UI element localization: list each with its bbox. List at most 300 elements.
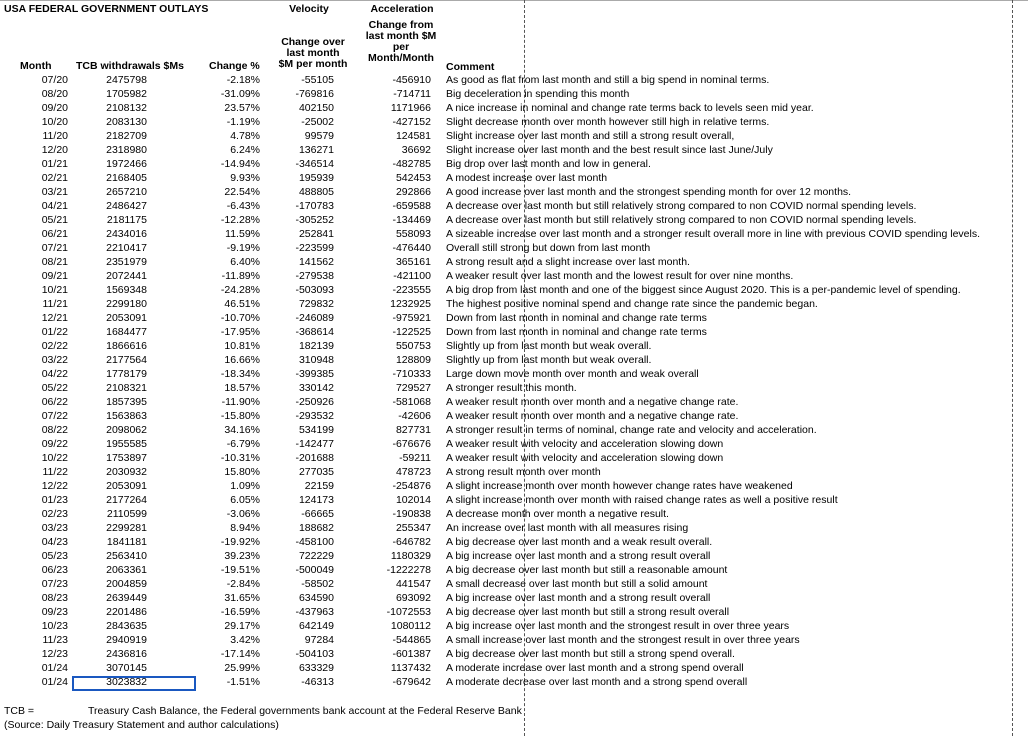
- table-row[interactable]: [0, 325, 1028, 339]
- velocity-cell[interactable]: 488805: [298, 186, 334, 198]
- comment-cell[interactable]: A big decrease over last month but still a strong result overall: [446, 606, 730, 618]
- change-cell[interactable]: 29.17%: [224, 620, 260, 632]
- comment-cell[interactable]: A big decrease over last month and a weak result overall.: [446, 536, 713, 548]
- comment-cell[interactable]: A modest increase over last month: [446, 172, 608, 184]
- tcb-cell[interactable]: 2843635: [106, 620, 147, 632]
- month-cell[interactable]: 01/24: [41, 662, 68, 674]
- table-row[interactable]: [0, 367, 1028, 381]
- month-cell[interactable]: 04/23: [41, 536, 68, 548]
- change-cell[interactable]: -17.14%: [220, 648, 260, 660]
- acceleration-cell[interactable]: -223555: [392, 284, 431, 296]
- change-cell[interactable]: -1.51%: [226, 676, 260, 688]
- velocity-cell[interactable]: -142477: [295, 438, 334, 450]
- comment-cell[interactable]: Slightly up from last month but weak overall.: [446, 354, 652, 366]
- velocity-cell[interactable]: 277035: [298, 466, 334, 478]
- month-cell[interactable]: 06/22: [41, 396, 68, 408]
- tcb-cell[interactable]: 2486427: [106, 200, 147, 212]
- table-row[interactable]: [0, 129, 1028, 143]
- month-cell[interactable]: 01/21: [41, 158, 68, 170]
- acceleration-cell[interactable]: 1180329: [390, 550, 431, 562]
- change-cell[interactable]: -19.92%: [220, 536, 260, 548]
- month-cell[interactable]: 10/21: [41, 284, 68, 296]
- velocity-cell[interactable]: 97284: [304, 634, 334, 646]
- tcb-cell[interactable]: 2177564: [106, 354, 147, 366]
- change-cell[interactable]: 31.65%: [224, 592, 260, 604]
- month-cell[interactable]: 04/22: [41, 368, 68, 380]
- month-cell[interactable]: 07/21: [41, 242, 68, 254]
- change-cell[interactable]: -6.43%: [226, 200, 260, 212]
- tcb-cell[interactable]: 1684477: [106, 326, 147, 338]
- table-row[interactable]: [0, 143, 1028, 157]
- acceleration-cell[interactable]: -122525: [392, 326, 431, 338]
- tcb-cell[interactable]: 2639449: [106, 592, 147, 604]
- acceleration-cell[interactable]: 36692: [401, 144, 431, 156]
- comment-cell[interactable]: Big drop over last month and low in general.: [446, 158, 651, 170]
- change-cell[interactable]: 39.23%: [224, 550, 260, 562]
- comment-cell[interactable]: Slight decrease month over month however still high in relative terms.: [446, 116, 770, 128]
- month-cell[interactable]: 08/23: [41, 592, 68, 604]
- velocity-cell[interactable]: -55105: [301, 74, 334, 86]
- table-row[interactable]: [0, 437, 1028, 451]
- table-row[interactable]: [0, 339, 1028, 353]
- acceleration-cell[interactable]: -581068: [392, 396, 431, 408]
- table-row[interactable]: [0, 171, 1028, 185]
- table-row[interactable]: [0, 381, 1028, 395]
- month-cell[interactable]: 01/23: [41, 494, 68, 506]
- month-cell[interactable]: 03/23: [41, 522, 68, 534]
- month-cell[interactable]: 05/21: [41, 214, 68, 226]
- velocity-cell[interactable]: -500049: [295, 564, 334, 576]
- tcb-cell[interactable]: 2210417: [106, 242, 147, 254]
- comment-cell[interactable]: Down from last month in nominal and change rate terms: [446, 312, 707, 324]
- comment-cell[interactable]: A good increase over last month and the strongest spending month for over 12 months.: [446, 186, 852, 198]
- month-cell[interactable]: 10/22: [41, 452, 68, 464]
- velocity-cell[interactable]: 634590: [298, 592, 334, 604]
- comment-cell[interactable]: A nice increase in nominal and change rate terms back to levels seen mid year.: [446, 102, 814, 114]
- acceleration-cell[interactable]: 1080112: [390, 620, 431, 632]
- velocity-cell[interactable]: -368614: [295, 326, 334, 338]
- acceleration-cell[interactable]: -1222278: [386, 564, 431, 576]
- change-cell[interactable]: -31.09%: [220, 88, 260, 100]
- table-row[interactable]: [0, 549, 1028, 563]
- change-cell[interactable]: -2.18%: [226, 74, 260, 86]
- table-row[interactable]: [0, 577, 1028, 591]
- month-cell[interactable]: 11/21: [42, 298, 68, 310]
- table-row[interactable]: [0, 395, 1028, 409]
- tcb-cell[interactable]: 1569348: [106, 284, 147, 296]
- month-cell[interactable]: 08/21: [41, 256, 68, 268]
- table-row[interactable]: [0, 227, 1028, 241]
- tcb-cell[interactable]: 2072441: [106, 270, 147, 282]
- change-cell[interactable]: -16.59%: [220, 606, 260, 618]
- change-cell[interactable]: 8.94%: [230, 522, 260, 534]
- acceleration-cell[interactable]: -1072553: [386, 606, 431, 618]
- velocity-cell[interactable]: 633329: [298, 662, 334, 674]
- change-cell[interactable]: 22.54%: [224, 186, 260, 198]
- month-cell[interactable]: 10/20: [41, 116, 68, 128]
- acceleration-cell[interactable]: 1137432: [390, 662, 431, 674]
- month-cell[interactable]: 05/23: [41, 550, 68, 562]
- velocity-cell[interactable]: 182139: [298, 340, 334, 352]
- comment-cell[interactable]: A small decrease over last month but still a solid amount: [446, 578, 708, 590]
- change-cell[interactable]: 34.16%: [224, 424, 260, 436]
- tcb-cell[interactable]: 1705982: [106, 88, 147, 100]
- acceleration-cell[interactable]: 365161: [395, 256, 431, 268]
- month-cell[interactable]: 04/21: [41, 200, 68, 212]
- comment-cell[interactable]: A weaker result month over month and a negative change rate.: [446, 410, 739, 422]
- velocity-cell[interactable]: -25002: [301, 116, 334, 128]
- change-cell[interactable]: 1.09%: [230, 480, 260, 492]
- velocity-cell[interactable]: 642149: [298, 620, 334, 632]
- month-cell[interactable]: 01/22: [41, 326, 68, 338]
- acceleration-cell[interactable]: -134469: [392, 214, 431, 226]
- month-cell[interactable]: 09/22: [41, 438, 68, 450]
- tcb-cell[interactable]: 3023832: [106, 676, 147, 688]
- comment-cell[interactable]: A moderate decrease over last month and a strong spend overall: [446, 676, 748, 688]
- comment-cell[interactable]: Slight increase over last month and the best result since last June/July: [446, 144, 773, 156]
- change-cell[interactable]: 9.93%: [230, 172, 260, 184]
- velocity-cell[interactable]: -246089: [295, 312, 334, 324]
- comment-cell[interactable]: A moderate increase over last month and a strong spend overall: [446, 662, 744, 674]
- tcb-cell[interactable]: 2182709: [106, 130, 147, 142]
- tcb-cell[interactable]: 2434016: [106, 228, 147, 240]
- acceleration-cell[interactable]: 550753: [395, 340, 431, 352]
- comment-cell[interactable]: A decrease month over month a negative result.: [446, 508, 669, 520]
- velocity-cell[interactable]: -293532: [295, 410, 334, 422]
- tcb-cell[interactable]: 2436816: [106, 648, 147, 660]
- tcb-cell[interactable]: 2475798: [106, 74, 147, 86]
- month-cell[interactable]: 06/21: [41, 228, 68, 240]
- month-cell[interactable]: 12/21: [41, 312, 68, 324]
- month-cell[interactable]: 10/23: [41, 620, 68, 632]
- tcb-cell[interactable]: 2053091: [106, 480, 147, 492]
- table-row[interactable]: [0, 353, 1028, 367]
- acceleration-cell[interactable]: -59211: [399, 452, 431, 464]
- velocity-cell[interactable]: 141562: [298, 256, 334, 268]
- acceleration-cell[interactable]: -190838: [392, 508, 431, 520]
- velocity-cell[interactable]: 310948: [298, 354, 334, 366]
- velocity-cell[interactable]: 252841: [298, 228, 334, 240]
- comment-cell[interactable]: A strong result month over month: [446, 466, 601, 478]
- tcb-cell[interactable]: 2063361: [106, 564, 147, 576]
- change-cell[interactable]: 15.80%: [224, 466, 260, 478]
- comment-cell[interactable]: A decrease over last month but still relatively strong compared to non COVID normal spending levels.: [446, 214, 917, 226]
- acceleration-cell[interactable]: -714711: [393, 88, 431, 100]
- change-cell[interactable]: 23.57%: [224, 102, 260, 114]
- tcb-cell[interactable]: 1753897: [106, 452, 147, 464]
- month-cell[interactable]: 12/20: [41, 144, 68, 156]
- tcb-cell[interactable]: 1972466: [106, 158, 147, 170]
- comment-cell[interactable]: A sizeable increase over last month and a stronger result overall more in line with previous COVID spending levels.: [446, 228, 981, 240]
- table-row[interactable]: [0, 87, 1028, 101]
- table-row[interactable]: [0, 535, 1028, 549]
- comment-cell[interactable]: A big drop from last month and one of the biggest since August 2020. This is a per-pandemic level of spending.: [446, 284, 961, 296]
- table-row[interactable]: [0, 507, 1028, 521]
- comment-cell[interactable]: As good as flat from last month and still a big spend in nominal terms.: [446, 74, 770, 86]
- velocity-cell[interactable]: 99579: [304, 130, 334, 142]
- tcb-cell[interactable]: 2299180: [106, 298, 147, 310]
- tcb-cell[interactable]: 2098062: [106, 424, 147, 436]
- velocity-cell[interactable]: -46313: [301, 676, 334, 688]
- table-row[interactable]: [0, 493, 1028, 507]
- comment-cell[interactable]: A weaker result over last month and the lowest result for over nine months.: [446, 270, 794, 282]
- change-cell[interactable]: 25.99%: [224, 662, 260, 674]
- table-row[interactable]: [0, 241, 1028, 255]
- comment-cell[interactable]: A decrease over last month but still relatively strong compared to non COVID normal spending levels.: [446, 200, 917, 212]
- acceleration-cell[interactable]: 441547: [395, 578, 431, 590]
- velocity-cell[interactable]: -279538: [295, 270, 334, 282]
- tcb-cell[interactable]: 2940919: [106, 634, 147, 646]
- tcb-cell[interactable]: 2177264: [106, 494, 147, 506]
- tcb-cell[interactable]: 2563410: [106, 550, 147, 562]
- velocity-cell[interactable]: -170783: [295, 200, 334, 212]
- table-row[interactable]: [0, 213, 1028, 227]
- acceleration-cell[interactable]: -975921: [392, 312, 431, 324]
- acceleration-cell[interactable]: -42606: [398, 410, 431, 422]
- velocity-cell[interactable]: -437963: [295, 606, 334, 618]
- month-cell[interactable]: 09/21: [41, 270, 68, 282]
- month-cell[interactable]: 09/20: [41, 102, 68, 114]
- tcb-cell[interactable]: 2053091: [106, 312, 147, 324]
- tcb-cell[interactable]: 1955585: [106, 438, 147, 450]
- month-cell[interactable]: 09/23: [41, 606, 68, 618]
- tcb-cell[interactable]: 1563863: [106, 410, 147, 422]
- acceleration-cell[interactable]: -659588: [392, 200, 431, 212]
- tcb-cell[interactable]: 2657210: [106, 186, 147, 198]
- comment-cell[interactable]: A big decrease over last month but still a reasonable amount: [446, 564, 728, 576]
- velocity-cell[interactable]: -223599: [295, 242, 334, 254]
- month-cell[interactable]: 07/20: [41, 74, 68, 86]
- tcb-cell[interactable]: 1857395: [106, 396, 147, 408]
- acceleration-cell[interactable]: 693092: [395, 592, 431, 604]
- velocity-cell[interactable]: 534199: [298, 424, 334, 436]
- acceleration-cell[interactable]: -421100: [393, 270, 431, 282]
- month-cell[interactable]: 02/21: [41, 172, 68, 184]
- table-row[interactable]: [0, 479, 1028, 493]
- month-cell[interactable]: 07/22: [41, 410, 68, 422]
- change-cell[interactable]: 6.40%: [230, 256, 260, 268]
- table-row[interactable]: [0, 311, 1028, 325]
- comment-cell[interactable]: A stronger result this month.: [446, 382, 577, 394]
- velocity-cell[interactable]: 22159: [304, 480, 334, 492]
- tcb-cell[interactable]: 2083130: [106, 116, 147, 128]
- table-row[interactable]: [0, 409, 1028, 423]
- change-cell[interactable]: -14.94%: [220, 158, 260, 170]
- acceleration-cell[interactable]: -254876: [392, 480, 431, 492]
- table-row[interactable]: [0, 451, 1028, 465]
- table-row[interactable]: [0, 255, 1028, 269]
- comment-cell[interactable]: Slightly up from last month but weak overall.: [446, 340, 652, 352]
- velocity-cell[interactable]: -458100: [295, 536, 334, 548]
- month-cell[interactable]: 03/22: [41, 354, 68, 366]
- tcb-cell[interactable]: 2108132: [106, 102, 147, 114]
- tcb-cell[interactable]: 2318980: [106, 144, 147, 156]
- velocity-cell[interactable]: -346514: [295, 158, 334, 170]
- acceleration-cell[interactable]: 102014: [395, 494, 431, 506]
- tcb-cell[interactable]: 1841181: [106, 536, 147, 548]
- comment-cell[interactable]: A weaker result with velocity and acceleration slowing down: [446, 438, 724, 450]
- acceleration-cell[interactable]: -679642: [392, 676, 431, 688]
- velocity-cell[interactable]: -503093: [295, 284, 334, 296]
- acceleration-cell[interactable]: 128809: [395, 354, 431, 366]
- change-cell[interactable]: -6.79%: [226, 438, 260, 450]
- velocity-cell[interactable]: 729832: [298, 298, 334, 310]
- change-cell[interactable]: -12.28%: [220, 214, 260, 226]
- change-cell[interactable]: -19.51%: [220, 564, 260, 576]
- acceleration-cell[interactable]: 827731: [395, 424, 431, 436]
- acceleration-cell[interactable]: 292866: [395, 186, 431, 198]
- comment-cell[interactable]: A slight increase month over month however change rates have weakened: [446, 480, 793, 492]
- comment-cell[interactable]: The highest positive nominal spend and change rate since the pandemic began.: [446, 298, 818, 310]
- tcb-cell[interactable]: 1778179: [106, 368, 147, 380]
- acceleration-cell[interactable]: 558093: [395, 228, 431, 240]
- table-row[interactable]: [0, 563, 1028, 577]
- velocity-cell[interactable]: 124173: [298, 494, 334, 506]
- month-cell[interactable]: 11/22: [42, 466, 68, 478]
- tcb-cell[interactable]: 2004859: [106, 578, 147, 590]
- month-cell[interactable]: 12/22: [41, 480, 68, 492]
- acceleration-cell[interactable]: -676676: [392, 438, 431, 450]
- comment-cell[interactable]: A big decrease over last month but still a strong spend overall.: [446, 648, 735, 660]
- month-cell[interactable]: 05/22: [41, 382, 68, 394]
- selected-cell[interactable]: [72, 676, 196, 691]
- acceleration-cell[interactable]: 1171966: [390, 102, 431, 114]
- acceleration-cell[interactable]: -476440: [392, 242, 431, 254]
- change-cell[interactable]: 46.51%: [224, 298, 260, 310]
- acceleration-cell[interactable]: 255347: [395, 522, 431, 534]
- month-cell[interactable]: 01/24: [41, 676, 68, 688]
- month-cell[interactable]: 06/23: [41, 564, 68, 576]
- tcb-cell[interactable]: 3070145: [106, 662, 147, 674]
- velocity-cell[interactable]: -769816: [295, 88, 334, 100]
- comment-cell[interactable]: A slight increase month over month with raised change rates as well a positive result: [446, 494, 838, 506]
- comment-cell[interactable]: A small increase over last month and the strongest result in over three years: [446, 634, 800, 646]
- comment-cell[interactable]: A big increase over last month and the strongest result in over three years: [446, 620, 790, 632]
- acceleration-cell[interactable]: -456910: [392, 74, 431, 86]
- acceleration-cell[interactable]: -427152: [392, 116, 431, 128]
- velocity-cell[interactable]: 330142: [298, 382, 334, 394]
- table-row[interactable]: [0, 101, 1028, 115]
- comment-cell[interactable]: A stronger result in terms of nominal, change rate and velocity and acceleration.: [446, 424, 817, 436]
- change-cell[interactable]: -10.70%: [220, 312, 260, 324]
- comment-cell[interactable]: A big increase over last month and a strong result overall: [446, 592, 711, 604]
- acceleration-cell[interactable]: -710333: [392, 368, 431, 380]
- table-row[interactable]: [0, 269, 1028, 283]
- change-cell[interactable]: -17.95%: [220, 326, 260, 338]
- tcb-cell[interactable]: 2168405: [106, 172, 147, 184]
- velocity-cell[interactable]: 402150: [298, 102, 334, 114]
- comment-cell[interactable]: Large down move month over month and weak overall: [446, 368, 699, 380]
- comment-cell[interactable]: A big increase over last month and a strong result overall: [446, 550, 711, 562]
- change-cell[interactable]: 3.42%: [230, 634, 260, 646]
- velocity-cell[interactable]: -66665: [301, 508, 334, 520]
- velocity-cell[interactable]: -58502: [301, 578, 334, 590]
- table-row[interactable]: [0, 73, 1028, 87]
- table-row[interactable]: [0, 423, 1028, 437]
- table-row[interactable]: [0, 185, 1028, 199]
- change-cell[interactable]: 4.78%: [230, 130, 260, 142]
- velocity-cell[interactable]: 188682: [298, 522, 334, 534]
- change-cell[interactable]: -11.90%: [221, 396, 260, 408]
- table-row[interactable]: [0, 283, 1028, 297]
- acceleration-cell[interactable]: -482785: [392, 158, 431, 170]
- acceleration-cell[interactable]: 478723: [395, 466, 431, 478]
- change-cell[interactable]: 6.05%: [230, 494, 260, 506]
- velocity-cell[interactable]: -305252: [295, 214, 334, 226]
- month-cell[interactable]: 07/23: [41, 578, 68, 590]
- table-row[interactable]: [0, 591, 1028, 605]
- change-cell[interactable]: -10.31%: [220, 452, 260, 464]
- tcb-cell[interactable]: 2030932: [106, 466, 147, 478]
- table-row[interactable]: [0, 115, 1028, 129]
- velocity-cell[interactable]: -250926: [295, 396, 334, 408]
- change-cell[interactable]: 11.59%: [225, 228, 260, 240]
- velocity-cell[interactable]: 136271: [298, 144, 334, 156]
- tcb-cell[interactable]: 1866616: [106, 340, 147, 352]
- month-cell[interactable]: 02/22: [41, 340, 68, 352]
- velocity-cell[interactable]: -201688: [295, 452, 334, 464]
- acceleration-cell[interactable]: 729527: [395, 382, 431, 394]
- comment-cell[interactable]: An increase over last month with all measures rising: [446, 522, 689, 534]
- tcb-cell[interactable]: 2181175: [106, 214, 147, 226]
- change-cell[interactable]: 18.57%: [224, 382, 260, 394]
- comment-cell[interactable]: A strong result and a slight increase over last month.: [446, 256, 690, 268]
- comment-cell[interactable]: A weaker result with velocity and acceleration slowing down: [446, 452, 724, 464]
- comment-cell[interactable]: Big deceleration in spending this month: [446, 88, 630, 100]
- change-cell[interactable]: -11.89%: [221, 270, 260, 282]
- table-row[interactable]: [0, 647, 1028, 661]
- table-row[interactable]: [0, 661, 1028, 675]
- acceleration-cell[interactable]: 124581: [395, 130, 431, 142]
- change-cell[interactable]: -18.34%: [220, 368, 260, 380]
- month-cell[interactable]: 11/20: [42, 130, 68, 142]
- acceleration-cell[interactable]: -601387: [392, 648, 431, 660]
- table-row[interactable]: [0, 619, 1028, 633]
- change-cell[interactable]: -24.28%: [220, 284, 260, 296]
- table-row[interactable]: [0, 297, 1028, 311]
- month-cell[interactable]: 08/20: [41, 88, 68, 100]
- table-row[interactable]: [0, 605, 1028, 619]
- velocity-cell[interactable]: -504103: [295, 648, 334, 660]
- acceleration-cell[interactable]: -544865: [392, 634, 431, 646]
- table-row[interactable]: [0, 633, 1028, 647]
- acceleration-cell[interactable]: -646782: [392, 536, 431, 548]
- tcb-cell[interactable]: 2351979: [106, 256, 147, 268]
- acceleration-cell[interactable]: 1232925: [390, 298, 431, 310]
- change-cell[interactable]: -3.06%: [226, 508, 260, 520]
- comment-cell[interactable]: A weaker result month over month and a negative change rate.: [446, 396, 739, 408]
- table-row[interactable]: [0, 199, 1028, 213]
- month-cell[interactable]: 08/22: [41, 424, 68, 436]
- tcb-cell[interactable]: 2299281: [106, 522, 147, 534]
- acceleration-cell[interactable]: 542453: [395, 172, 431, 184]
- table-row[interactable]: [0, 465, 1028, 479]
- month-cell[interactable]: 02/23: [41, 508, 68, 520]
- velocity-cell[interactable]: -399385: [295, 368, 334, 380]
- month-cell[interactable]: 12/23: [41, 648, 68, 660]
- comment-cell[interactable]: Down from last month in nominal and change rate terms: [446, 326, 707, 338]
- month-cell[interactable]: 03/21: [41, 186, 68, 198]
- change-cell[interactable]: 10.81%: [224, 340, 260, 352]
- change-cell[interactable]: -1.19%: [226, 116, 260, 128]
- table-row[interactable]: [0, 157, 1028, 171]
- tcb-cell[interactable]: 2108321: [106, 382, 147, 394]
- table-row[interactable]: [0, 521, 1028, 535]
- velocity-cell[interactable]: 722229: [298, 550, 334, 562]
- change-cell[interactable]: -9.19%: [226, 242, 260, 254]
- comment-cell[interactable]: Overall still strong but down from last month: [446, 242, 651, 254]
- month-cell[interactable]: 11/23: [42, 634, 68, 646]
